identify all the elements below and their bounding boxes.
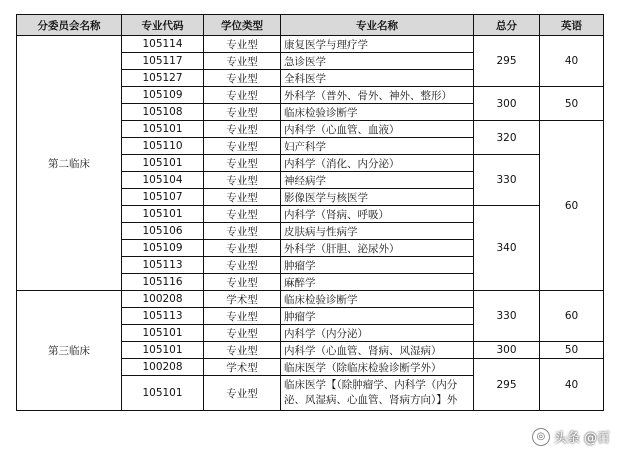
total-cell: 340 <box>474 206 540 291</box>
major-cell: 内科学（心血管、血液） <box>281 121 474 138</box>
type-cell: 专业型 <box>204 36 281 53</box>
watermark-text: 头条 @百 <box>553 431 610 446</box>
code-cell: 105101 <box>122 155 204 172</box>
code-cell: 105113 <box>122 257 204 274</box>
major-cell: 内科学（心血管、肾病、风湿病） <box>281 342 474 359</box>
major-cell: 外科学（普外、骨外、神外、整形） <box>281 87 474 104</box>
english-cell: 60 <box>540 121 604 291</box>
header-total: 总分 <box>474 15 540 36</box>
code-cell: 105106 <box>122 223 204 240</box>
type-cell: 专业型 <box>204 342 281 359</box>
type-cell: 专业型 <box>204 240 281 257</box>
major-cell: 康复医学与理疗学 <box>281 36 474 53</box>
total-cell: 300 <box>474 342 540 359</box>
code-cell: 105104 <box>122 172 204 189</box>
type-cell: 专业型 <box>204 70 281 87</box>
header-code: 专业代码 <box>122 15 204 36</box>
score-table <box>16 14 604 411</box>
major-cell: 皮肤病与性病学 <box>281 223 474 240</box>
total-cell: 295 <box>474 359 540 411</box>
type-cell: 专业型 <box>204 223 281 240</box>
committee-cell: 第二临床 <box>17 36 122 291</box>
type-cell: 学术型 <box>204 359 281 376</box>
english-cell: 50 <box>540 342 604 359</box>
code-cell: 105101 <box>122 376 204 411</box>
total-cell: 330 <box>474 155 540 206</box>
code-cell: 105101 <box>122 121 204 138</box>
major-cell: 临床检验诊断学 <box>281 104 474 121</box>
type-cell: 专业型 <box>204 376 281 411</box>
header-committee: 分委员会名称 <box>17 15 122 36</box>
code-cell: 105110 <box>122 138 204 155</box>
code-cell: 100208 <box>122 359 204 376</box>
code-cell: 105101 <box>122 342 204 359</box>
major-cell: 内科学（肾病、呼吸） <box>281 206 474 223</box>
type-cell: 专业型 <box>204 172 281 189</box>
major-cell: 麻醉学 <box>281 274 474 291</box>
major-cell: 急诊医学 <box>281 53 474 70</box>
table-row <box>17 36 604 53</box>
major-cell: 影像医学与核医学 <box>281 189 474 206</box>
major-cell: 肿瘤学 <box>281 308 474 325</box>
code-cell: 105113 <box>122 308 204 325</box>
major-cell: 临床检验诊断学 <box>281 291 474 308</box>
major-cell: 神经病学 <box>281 172 474 189</box>
code-cell: 105101 <box>122 325 204 342</box>
english-cell: 60 <box>540 291 604 342</box>
total-cell: 320 <box>474 121 540 155</box>
type-cell: 专业型 <box>204 53 281 70</box>
header-english: 英语 <box>540 15 604 36</box>
type-cell: 专业型 <box>204 189 281 206</box>
type-cell: 专业型 <box>204 138 281 155</box>
type-cell: 专业型 <box>204 257 281 274</box>
code-cell: 100208 <box>122 291 204 308</box>
code-cell: 105108 <box>122 104 204 121</box>
type-cell: 专业型 <box>204 325 281 342</box>
code-cell: 105101 <box>122 206 204 223</box>
major-cell: 临床医学【（除肿瘤学、内科学（内分泌、风湿病、心血管、肾病方向）】外 <box>281 376 474 411</box>
major-cell: 临床医学（除临床检验诊断学外） <box>281 359 474 376</box>
type-cell: 专业型 <box>204 274 281 291</box>
code-cell: 105117 <box>122 53 204 70</box>
code-cell: 105114 <box>122 36 204 53</box>
major-cell: 外科学（肝胆、泌尿外） <box>281 240 474 257</box>
header-major: 专业名称 <box>281 15 474 36</box>
english-cell: 50 <box>540 87 604 121</box>
type-cell: 专业型 <box>204 308 281 325</box>
header-degree-type: 学位类型 <box>204 15 281 36</box>
english-cell: 40 <box>540 359 604 411</box>
type-cell: 专业型 <box>204 155 281 172</box>
type-cell: 学术型 <box>204 291 281 308</box>
type-cell: 专业型 <box>204 206 281 223</box>
total-cell: 300 <box>474 87 540 121</box>
committee-cell: 第三临床 <box>17 291 122 411</box>
type-cell: 专业型 <box>204 104 281 121</box>
total-cell: 295 <box>474 36 540 87</box>
table-row <box>17 291 604 308</box>
watermark-logo-icon: ◎ <box>532 428 550 446</box>
major-cell: 内科学（内分泌） <box>281 325 474 342</box>
type-cell: 专业型 <box>204 121 281 138</box>
type-cell: 专业型 <box>204 87 281 104</box>
total-cell: 330 <box>474 291 540 342</box>
english-cell: 40 <box>540 36 604 87</box>
code-cell: 105116 <box>122 274 204 291</box>
code-cell: 105109 <box>122 87 204 104</box>
code-cell: 105109 <box>122 240 204 257</box>
major-cell: 内科学（消化、内分泌） <box>281 155 474 172</box>
major-cell: 肿瘤学 <box>281 257 474 274</box>
major-cell: 妇产科学 <box>281 138 474 155</box>
header-row <box>17 15 604 36</box>
watermark <box>532 427 610 446</box>
code-cell: 105107 <box>122 189 204 206</box>
code-cell: 105127 <box>122 70 204 87</box>
major-cell: 全科医学 <box>281 70 474 87</box>
